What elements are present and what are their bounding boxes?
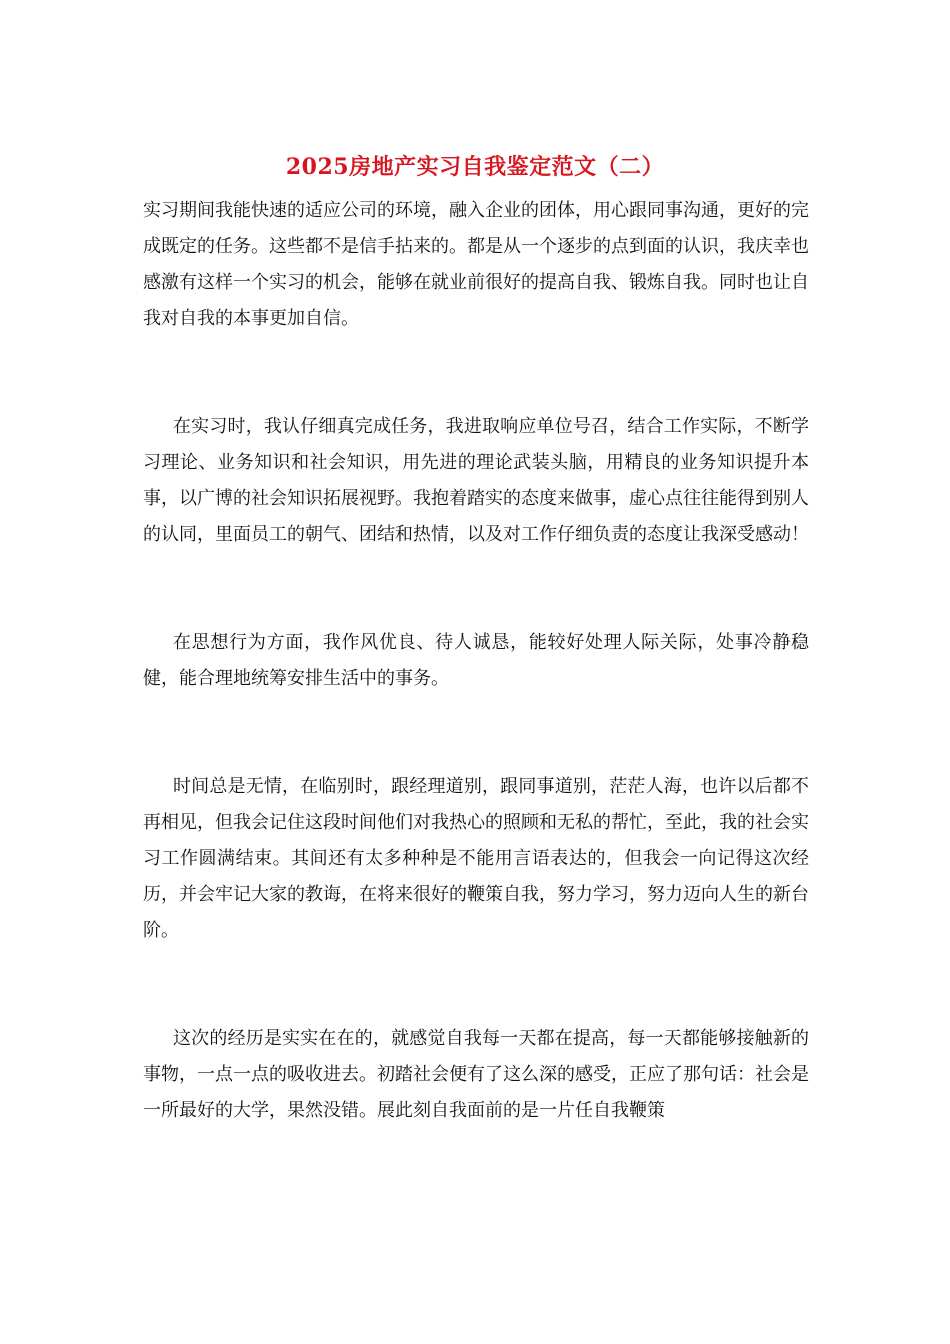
paragraph-spacer <box>143 553 809 625</box>
paragraph-spacer <box>143 949 809 1021</box>
paragraph-spacer <box>143 697 809 769</box>
paragraph-5: 这次的经历是实实在在的，就感觉自我每一天都在提高，每一天都能够接触新的事物，一点一点的吸收进去。初踏社会便有了这么深的感受，正应了那句话：社会是一所最好的大学，果然没错。展此刻自我面前的是一片任自我鞭策 <box>143 1028 809 1121</box>
paragraph-4: 时间总是无情，在临别时，跟经理道别，跟同事道别，茫茫人海，也许以后都不再相见，但我会记住这段时间他们对我热心的照顾和无私的帮忙，至此，我的社会实习工作圆满结束。其间还有太多种种是不能用言语表达的，但我会一向记得这次经历，并会牢记大家的教诲，在将来很好的鞭策自我，努力学习，努力迈向人生的新台阶。 <box>143 776 809 941</box>
paragraph-spacer <box>143 337 809 409</box>
document-title: 2025房地产实习自我鉴定范文（二） <box>285 154 665 180</box>
paragraph-2: 在实习时，我认仔细真完成任务，我进取响应单位号召，结合工作实际，不断学习理论、业务知识和社会知识，用先进的理论武装头脑，用精良的业务知识提升本事，以广博的社会知识拓展视野。我抱着踏实的态度来做事，虚心点往往能得到别人的认同，里面员工的朝气、团结和热情，以及对工作仔细负责的态度让我深受感动！ <box>143 416 809 545</box>
paragraph-3: 在思想行为方面，我作风优良、待人诚恳，能较好处理人际关际，处事冷静稳健，能合理地统筹安排生活中的事务。 <box>143 632 809 689</box>
paragraph-1: 实习期间我能快速的适应公司的环境，融入企业的团体，用心跟同事沟通，更好的完成既定的任务。这些都不是信手拈来的。都是从一个逐步的点到面的认识，我庆幸也感激有这样一个实习的机会，能够在就业前很好的提高自我、锻炼自我。同时也让自我对自我的本事更加自信。 <box>143 200 809 329</box>
document-body <box>143 193 809 1129</box>
